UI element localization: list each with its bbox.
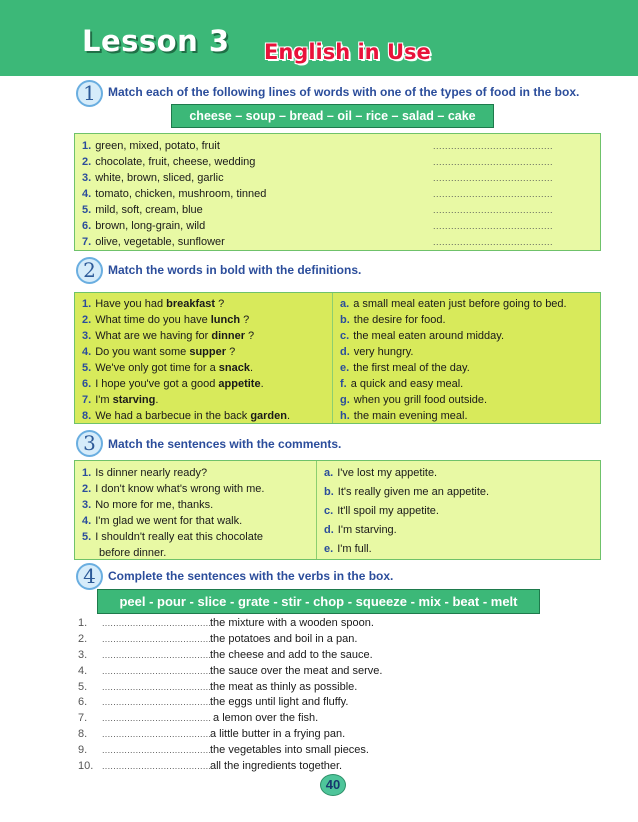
section-subtitle: English in Use bbox=[264, 40, 431, 64]
answer-blank[interactable]: ....................................... bbox=[102, 729, 212, 739]
food-word-box: cheese – soup – bread – oil – rice – salad – cake bbox=[171, 104, 494, 128]
answer-blank[interactable]: ....................................... bbox=[102, 682, 212, 692]
list-item: 1. Is dinner nearly ready? bbox=[82, 467, 208, 479]
list-item: 2. What time do you have lunch ? bbox=[82, 314, 250, 326]
list-item: 5. mild, soft, cream, blue bbox=[82, 204, 203, 216]
answer-blank[interactable]: ........................................ bbox=[433, 237, 554, 247]
exercise-2-instruction: Match the words in bold with the definitions. bbox=[108, 263, 362, 277]
list-item: 2. I don't know what's wrong with me. bbox=[82, 483, 265, 495]
list-item: 7. olive, vegetable, sunflower bbox=[82, 236, 225, 248]
sentence-row: 2. .......................................the potatoes and boil in a pan. bbox=[78, 633, 358, 645]
sentence-row: 4. .......................................the sauce over the meat and serve. bbox=[78, 665, 383, 677]
exercise-number-1: 1 bbox=[76, 80, 103, 107]
list-item: 3. white, brown, sliced, garlic bbox=[82, 172, 224, 184]
column-divider bbox=[316, 461, 317, 559]
page-number: 40 bbox=[320, 774, 346, 796]
exercise-3-box bbox=[74, 460, 601, 560]
list-item: 4. I'm glad we went for that walk. bbox=[82, 515, 243, 527]
sentence-row: 10. .......................................all the ingredients together. bbox=[78, 760, 343, 772]
list-item: 6. I hope you've got a good appetite. bbox=[82, 378, 264, 390]
list-item: 7. I'm starving. bbox=[82, 394, 159, 406]
exercise-number-3: 3 bbox=[76, 430, 103, 457]
answer-blank[interactable]: ....................................... bbox=[102, 697, 212, 707]
lesson-title: Lesson 3 bbox=[82, 24, 230, 58]
sentence-row: 5. .......................................the meat as thinly as possible. bbox=[78, 681, 358, 693]
answer-blank[interactable]: ........................................ bbox=[433, 221, 554, 231]
answer-blank[interactable]: ........................................ bbox=[433, 157, 554, 167]
comment-item: a. I've lost my appetite. bbox=[324, 467, 438, 479]
list-item: 4. tomato, chicken, mushroom, tinned bbox=[82, 188, 267, 200]
list-item: 4. Do you want some supper ? bbox=[82, 346, 236, 358]
exercise-number-2: 2 bbox=[76, 257, 103, 284]
sentence-row: 3. .......................................the cheese and add to the sauce. bbox=[78, 649, 373, 661]
list-item: 2. chocolate, fruit, cheese, wedding bbox=[82, 156, 256, 168]
list-item: 3. No more for me, thanks. bbox=[82, 499, 214, 511]
comment-item: b. It's really given me an appetite. bbox=[324, 486, 490, 498]
comment-item: c. It'll spoil my appetite. bbox=[324, 505, 439, 517]
list-item: 1. green, mixed, potato, fruit bbox=[82, 140, 220, 152]
definition-item: f. a quick and easy meal. bbox=[340, 378, 464, 390]
answer-blank[interactable]: ........................................ bbox=[433, 205, 554, 215]
sentence-row: 8. .......................................a little butter in a frying pan. bbox=[78, 728, 346, 740]
column-divider bbox=[332, 293, 333, 423]
answer-blank[interactable]: ....................................... bbox=[102, 666, 212, 676]
exercise-number-4: 4 bbox=[76, 563, 103, 590]
verb-word-box: peel - pour - slice - grate - stir - chop - squeeze - mix - beat - melt bbox=[97, 589, 540, 614]
answer-blank[interactable]: ........................................ bbox=[433, 173, 554, 183]
list-item-continuation: before dinner. bbox=[99, 547, 167, 559]
definition-item: d. very hungry. bbox=[340, 346, 414, 358]
definition-item: b. the desire for food. bbox=[340, 314, 446, 326]
comment-item: d. I'm starving. bbox=[324, 524, 397, 536]
header-banner bbox=[0, 0, 638, 76]
definition-item: c. the meal eaten around midday. bbox=[340, 330, 505, 342]
answer-blank[interactable]: ....................................... bbox=[102, 634, 212, 644]
list-item: 8. We had a barbecue in the back garden. bbox=[82, 410, 291, 422]
list-item: 5. We've only got time for a snack. bbox=[82, 362, 254, 374]
sentence-row: 9. .......................................the vegetables into small pieces. bbox=[78, 744, 369, 756]
definition-item: h. the main evening meal. bbox=[340, 410, 468, 422]
answer-blank[interactable]: ....................................... bbox=[102, 761, 212, 771]
list-item: 1. Have you had breakfast ? bbox=[82, 298, 225, 310]
answer-blank[interactable]: ........................................ bbox=[433, 141, 554, 151]
definition-item: g. when you grill food outside. bbox=[340, 394, 488, 406]
answer-blank[interactable]: ....................................... bbox=[102, 713, 212, 723]
list-item: 3. What are we having for dinner ? bbox=[82, 330, 255, 342]
comment-item: e. I'm full. bbox=[324, 543, 372, 555]
answer-blank[interactable]: ........................................ bbox=[433, 189, 554, 199]
sentence-row: 6. .......................................the eggs until light and fluffy. bbox=[78, 696, 349, 708]
list-item: 5. I shouldn't really eat this chocolate bbox=[82, 531, 263, 543]
definition-item: e. the first meal of the day. bbox=[340, 362, 470, 374]
exercise-4-instruction: Complete the sentences with the verbs in the box. bbox=[108, 569, 394, 583]
answer-blank[interactable]: ....................................... bbox=[102, 650, 212, 660]
exercise-2-box bbox=[74, 292, 601, 424]
answer-blank[interactable]: ....................................... bbox=[102, 618, 212, 628]
sentence-row: 7. ....................................... a lemon over the fish. bbox=[78, 712, 319, 724]
exercise-1-instruction: Match each of the following lines of words with one of the types of food in the box. bbox=[108, 85, 580, 99]
exercise-3-instruction: Match the sentences with the comments. bbox=[108, 437, 342, 451]
answer-blank[interactable]: ....................................... bbox=[102, 745, 212, 755]
sentence-row: 1. .......................................the mixture with a wooden spoon. bbox=[78, 617, 374, 629]
definition-item: a. a small meal eaten just before going to bed. bbox=[340, 298, 567, 310]
exercise-1-box bbox=[74, 133, 601, 251]
list-item: 6. brown, long-grain, wild bbox=[82, 220, 206, 232]
